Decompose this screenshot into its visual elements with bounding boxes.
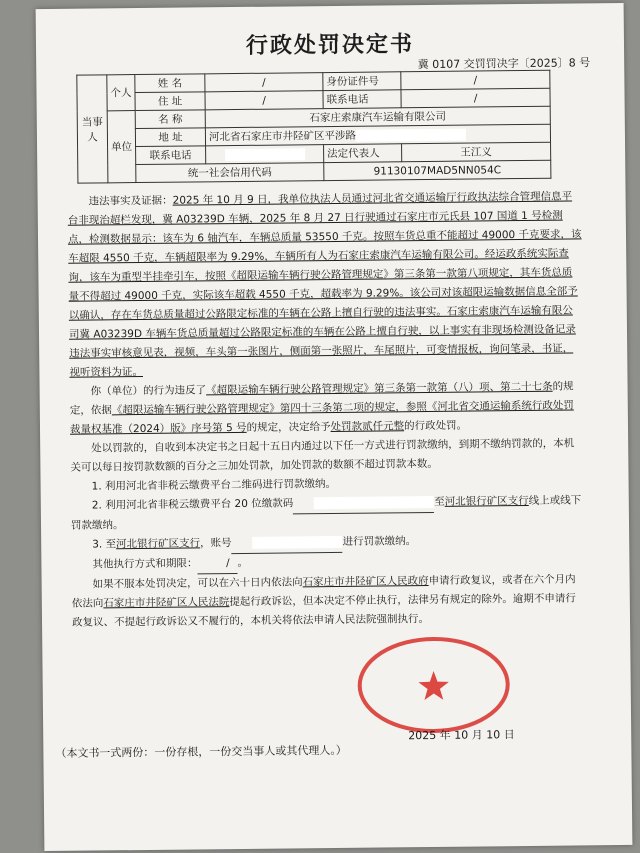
- redaction-block: [225, 148, 305, 161]
- party-header: 当事人: [77, 75, 108, 183]
- org-name-label: 名 称: [135, 110, 205, 129]
- penalty-amount: 处罚款贰仟元整: [330, 420, 405, 434]
- org-name-value: 石家庄索康汽车运输有限公司: [205, 106, 550, 128]
- id-value: /: [401, 70, 550, 90]
- document-title: 行政处罚决定书: [245, 31, 415, 59]
- name-value: /: [205, 73, 323, 92]
- phone-value: /: [401, 88, 550, 108]
- org-phone-label: 联系电话: [136, 146, 206, 165]
- document-page: [36, 3, 633, 851]
- document-body: [68, 187, 587, 632]
- payment-intro: 处以罚款的，自收到本决定书之日起十五日内通过以下任一方式进行罚款缴纳，到期不缴纳罚款的，本机关可以每日按罚款数额的百分之三加处罚款，加处罚款的数额不超过罚款本数。: [70, 437, 575, 474]
- document-number: 冀 0107 交罚罚决字〔2025〕8 号: [417, 56, 591, 72]
- legal-rep-value: 王江义: [402, 142, 551, 162]
- violation-paragraph: 你（单位）的行为违反了《超限运输车辆行驶公路管理规定》第三条第一款第（八）项、第二十七条的规定，依据《超限运输车辆行驶公路管理规定》第四十三条第二项的规定，参照《河北省交通运输系统行政处罚裁量权基准（2024）版》序号第 5 号的规定，决定给予处罚款贰仟元整的行政处罚。: [69, 380, 574, 436]
- redaction-block: [356, 129, 466, 142]
- other-method: 其他执行方式和期限： / 。: [71, 550, 585, 575]
- org-address-value: 河北省石家庄市井陉矿区平涉路: [208, 129, 357, 144]
- decision-date: 2025 年 10 月 10 日: [408, 728, 515, 743]
- redaction-block: [253, 536, 343, 549]
- credit-code-label: 统一社会信用代码: [136, 163, 324, 183]
- payment-method-2: 2. 利用河北省非税云缴费平台 20 位缴款码 至河北银行矿区支行线上或线下罚款缴纳。: [70, 494, 582, 532]
- org-address-label: 地 址: [135, 128, 205, 147]
- org-phone-cell: [206, 145, 324, 164]
- unit-header: 单位: [107, 111, 136, 183]
- id-label: 身份证件号: [323, 72, 401, 91]
- facts-paragraph: 违法事实及证据：2025 年 10 月 9 日，我单位执法人员通过河北省交通运输厅行政执法综合管理信息平台非现治超栏发现，冀 A03239D 车辆，2025 年 8 月 27 日行驶通过石家庄市元氏县 107 国道 1 号检测点，检测数据显示：该车为 6 轴汽车，车辆总质量 53550 千克。按照车货总重不能超过 49000 千克要求，该车超限 4550 千克，车辆超限率为 9.29%，车辆所有人为石家庄索康汽车运输有限公司。经运政系统实际查询，该车为重型半挂牵引车，按照《超限运输车辆行驶公路管理规定》第三条第一款第八项规定，其车货总质量不得超过 49000 千克，实际该车超载 4550 千克，超载率为 9.29%。该公司对该超限运输数据信息全部予以确认，存在车货总质量超过公路限定标准的车辆在公路上擅自行驶的违法事实。石家庄索康汽车运输有限公司冀 A03239D 车辆车货总质量超过公路限定标准的车辆在公路上擅自行驶，以上事实有非现场检测设备记录违法事实审核意见表，视频，车头第一张图片，侧面第一张照片，车尾照片，可变情报板，询问笔录，书证，视听资料为证。: [67, 190, 582, 379]
- address-label: 住 址: [135, 92, 205, 111]
- phone-label: 联系电话: [323, 90, 401, 109]
- document-footer-note: （本文书一式两份：一份存根，一份交当事人或其代理人。）: [55, 743, 347, 760]
- legal-rep-label: 法定代表人: [324, 144, 402, 163]
- name-label: 姓 名: [135, 74, 205, 93]
- address-value: /: [205, 91, 323, 110]
- payment-method-1: 1. 利用河北省非税云缴费平台二维码进行罚款缴纳。: [91, 477, 337, 493]
- party-info-table: [76, 70, 551, 184]
- official-seal-icon: [354, 634, 513, 736]
- credit-code-value: 91130107MAD5NN054C: [324, 160, 551, 180]
- redaction-block: [314, 496, 434, 509]
- individual-header: 个人: [107, 75, 135, 111]
- payment-method-3: 3. 至河北银行矿区支行，账号 进行罚款缴纳。: [71, 530, 585, 555]
- appeal-paragraph: 如果不服本处罚决定，可以在六十日内依法向石家庄市井陉矿区人民政府申请行政复议，或者在六个月内依法向石家庄市井陉矿区人民法院提起行政诉讼，但本决定不停止执行，法律另有规定的除外。逾期不申请行政复议、不提起行政诉讼又不履行的，本机关将依法申请人民法院强制执行。: [71, 573, 576, 629]
